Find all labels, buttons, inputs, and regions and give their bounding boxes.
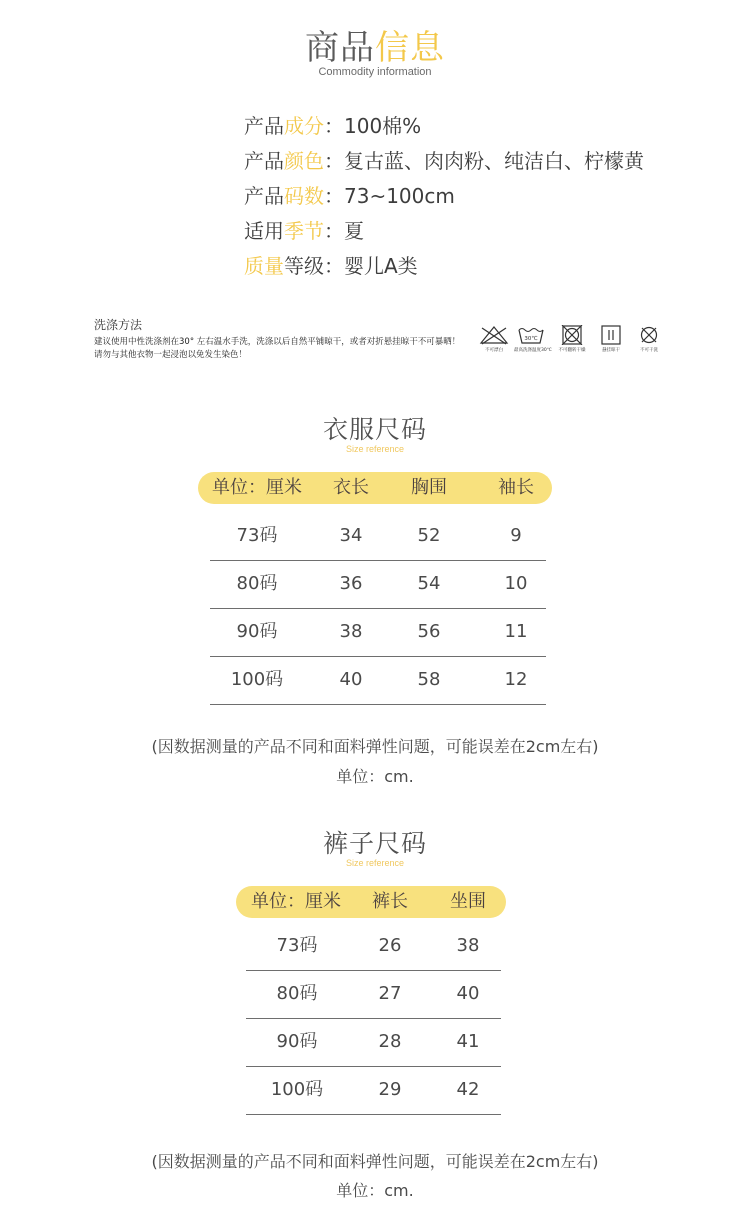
length-cell: 38 [339,621,363,642]
info-color [244,145,644,180]
sleeve-cell: 11 [504,621,528,642]
care-label: 不可漂白 [485,348,503,353]
table-row [210,512,546,561]
table-row [210,608,546,657]
table-row [210,656,546,705]
header-length: 衣长 [333,477,369,498]
care-label: 悬挂晾干 [602,348,620,353]
sleeve-cell: 12 [504,669,528,690]
info-composition [244,110,644,145]
size-cell: 100码 [270,1079,324,1100]
size-cell: 73码 [276,935,318,956]
clothing-measure-note: (因数据测量的产品不同和面料弹性问题，可能误差在2cm左右) [151,737,599,756]
no-tumble-dry-icon [555,325,589,353]
title-plain: 商品 [305,28,375,68]
table-row [210,560,546,609]
care-label: 最高洗涤温度30℃ [514,348,552,353]
sleeve-cell: 9 [510,525,522,546]
page-title [0,20,750,69]
info-label-highlight: 颜色 [284,149,324,173]
pants-table-header [236,886,506,918]
info-label-post: 等级 [284,254,324,278]
header-unit: 单位：厘米 [212,477,302,498]
clothing-table-header [198,472,552,504]
info-grade [244,250,644,285]
hip-cell: 38 [456,935,480,956]
info-label-highlight: 质量 [244,254,284,278]
sleeve-cell: 10 [504,573,528,594]
title-highlight: 信息 [375,28,445,68]
info-value: ：73~100cm [324,184,455,208]
info-label-highlight: 成分 [284,114,324,138]
hip-cell: 40 [456,983,480,1004]
header-pants-length: 裤长 [372,891,408,912]
pants-measure-note: (因数据测量的产品不同和面料弹性问题，可能误差在2cm左右) [151,1152,599,1171]
washing-instructions-line2: 请勿与其他衣物一起浸泡以免发生染色！ [94,350,248,360]
pants-length-cell: 26 [378,935,402,956]
info-value: ：夏 [324,219,364,243]
care-icons [477,325,667,359]
care-label: 不可翻转干燥 [558,348,586,353]
table-row [246,970,501,1019]
size-cell: 80码 [276,983,318,1004]
pants-size-subtitle: Size reference [345,858,405,868]
info-label-pre: 产品 [244,149,284,173]
table-row [246,922,501,971]
length-cell: 40 [339,669,363,690]
clothing-size-title: 衣服尺码 [322,415,427,444]
size-cell: 73码 [236,525,278,546]
length-cell: 34 [339,525,363,546]
product-info [244,110,644,285]
washing-title: 洗涤方法 [94,318,143,332]
care-label: 不可干洗 [640,348,658,353]
chest-cell: 58 [417,669,441,690]
size-cell: 100码 [230,669,284,690]
washing-instructions-line1: 建议使用中性洗涤剂在30° 左右温水手洗，洗涤以后自然平铺晾干，或者对折悬挂晾干不可暴晒！ [94,337,461,347]
chest-cell: 56 [417,621,441,642]
info-label-pre: 适用 [244,219,284,243]
chest-cell: 52 [417,525,441,546]
info-label-pre: 产品 [244,114,284,138]
info-value: ：100棉% [324,114,422,138]
wash-30-icon [514,325,552,353]
info-season [244,215,644,250]
info-value: ：复古蓝、肉肉粉、纯洁白、柠檬黄 [324,149,644,173]
size-cell: 90码 [276,1031,318,1052]
wash-temp-text: 30℃ [524,336,538,342]
info-label-highlight: 季节 [284,219,324,243]
pants-size-title: 裤子尺码 [322,829,427,858]
info-size [244,180,644,215]
hang-dry-icon [594,325,628,353]
table-row [246,1018,501,1067]
clothing-unit-note: 单位：cm. [336,767,414,786]
pants-unit-note: 单位：cm. [336,1181,414,1200]
header-sleeve: 袖长 [498,477,534,498]
info-label-pre: 产品 [244,184,284,208]
length-cell: 36 [339,573,363,594]
no-bleach-icon [477,325,511,353]
header-chest: 胸围 [411,477,447,498]
info-label-highlight: 码数 [284,184,324,208]
page-subtitle: Commodity information [318,66,432,78]
info-value: ：婴儿A类 [324,254,418,278]
size-cell: 90码 [236,621,278,642]
clothing-size-subtitle: Size reference [345,444,405,454]
hip-cell: 41 [456,1031,480,1052]
header-unit: 单位：厘米 [251,891,341,912]
size-cell: 80码 [236,573,278,594]
no-dry-clean-icon [632,325,666,353]
header-hip: 坐围 [450,891,486,912]
pants-length-cell: 29 [378,1079,402,1100]
table-row [246,1066,501,1115]
chest-cell: 54 [417,573,441,594]
hip-cell: 42 [456,1079,480,1100]
pants-length-cell: 27 [378,983,402,1004]
pants-length-cell: 28 [378,1031,402,1052]
